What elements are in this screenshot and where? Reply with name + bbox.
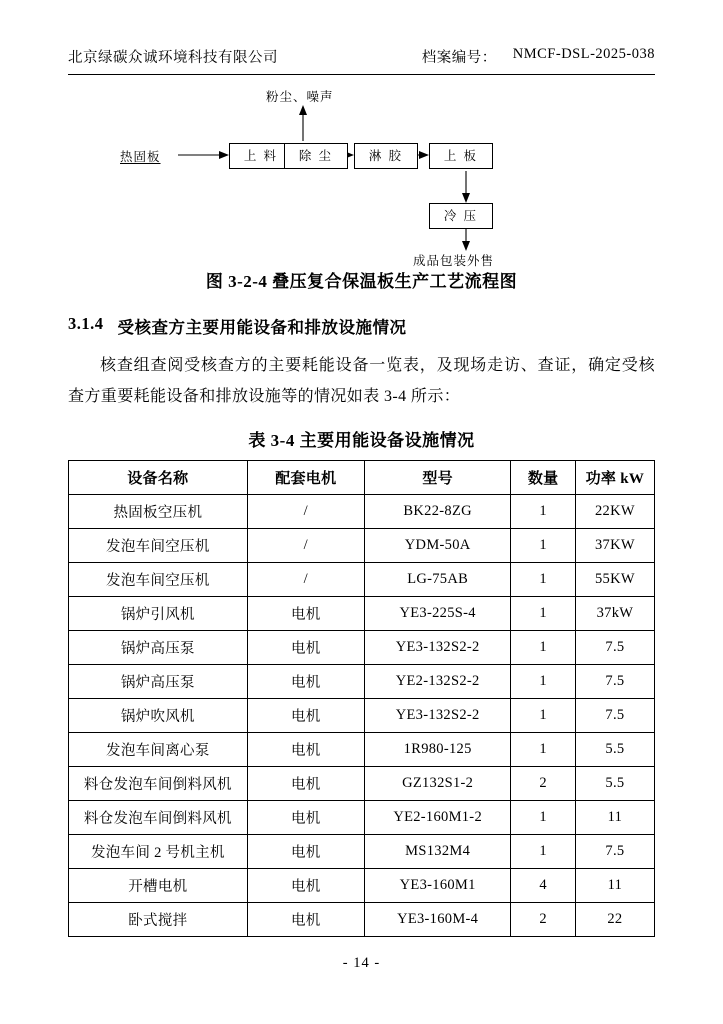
table-row — [69, 733, 655, 767]
company-name: 北京绿碳众诚环境科技有限公司 — [68, 50, 278, 66]
cell-model: 1R980-125 — [364, 733, 511, 767]
cell-model: YE2-132S2-2 — [364, 665, 511, 699]
header-divider — [68, 74, 655, 75]
cell-motor: 电机 — [247, 699, 364, 733]
cell-model: YE3-160M1 — [364, 869, 511, 903]
cell-model: YDM-50A — [364, 529, 511, 563]
cell-motor: 电机 — [247, 903, 364, 937]
cell-power: 11 — [575, 801, 654, 835]
col-header-qty: 数量 — [511, 461, 575, 495]
cell-power: 7.5 — [575, 835, 654, 869]
flow-node-coldpress: 冷 压 — [429, 203, 493, 229]
cell-motor: / — [247, 495, 364, 529]
cell-name: 锅炉高压泵 — [69, 631, 248, 665]
cell-qty: 1 — [511, 665, 575, 699]
table-row — [69, 801, 655, 835]
cell-qty: 2 — [511, 903, 575, 937]
flow-node-gluing: 淋 胶 — [354, 143, 418, 169]
cell-name: 料仓发泡车间倒料风机 — [69, 767, 248, 801]
cell-motor: 电机 — [247, 631, 364, 665]
flow-node-dedust: 除 尘 — [284, 143, 348, 169]
cell-power: 7.5 — [575, 665, 654, 699]
cell-qty: 1 — [511, 495, 575, 529]
cell-name: 发泡车间 2 号机主机 — [69, 835, 248, 869]
cell-power: 55KW — [575, 563, 654, 597]
cell-motor: 电机 — [247, 801, 364, 835]
table-row — [69, 665, 655, 699]
cell-motor: 电机 — [247, 733, 364, 767]
cell-power: 5.5 — [575, 767, 654, 801]
flow-node-loading: 上 料 — [229, 143, 293, 169]
document-header — [68, 0, 655, 67]
process-flow-diagram — [68, 90, 655, 268]
cell-power: 22 — [575, 903, 654, 937]
cell-motor: / — [247, 529, 364, 563]
cell-qty: 1 — [511, 597, 575, 631]
flow-end-node: 成品包装外售 — [413, 254, 495, 268]
cell-qty: 1 — [511, 631, 575, 665]
cell-name: 锅炉引风机 — [69, 597, 248, 631]
cell-power: 7.5 — [575, 631, 654, 665]
table-row — [69, 495, 655, 529]
archive-number: NMCF-DSL-2025-038 — [512, 46, 655, 62]
cell-model: YE3-225S-4 — [364, 597, 511, 631]
cell-model: LG-75AB — [364, 563, 511, 597]
cell-name: 卧式搅拌 — [69, 903, 248, 937]
table-row — [69, 835, 655, 869]
table-row — [69, 631, 655, 665]
cell-motor: 电机 — [247, 835, 364, 869]
cell-qty: 1 — [511, 835, 575, 869]
cell-qty: 2 — [511, 767, 575, 801]
col-header-power: 功率 kW — [575, 461, 654, 495]
cell-power: 37KW — [575, 529, 654, 563]
cell-qty: 1 — [511, 801, 575, 835]
cell-motor: / — [247, 563, 364, 597]
cell-motor: 电机 — [247, 767, 364, 801]
cell-name: 料仓发泡车间倒料风机 — [69, 801, 248, 835]
cell-model: GZ132S1-2 — [364, 767, 511, 801]
table-body — [69, 495, 655, 937]
col-header-name: 设备名称 — [69, 461, 248, 495]
cell-motor: 电机 — [247, 869, 364, 903]
cell-power: 5.5 — [575, 733, 654, 767]
cell-name: 锅炉吹风机 — [69, 699, 248, 733]
cell-model: BK22-8ZG — [364, 495, 511, 529]
table-row — [69, 903, 655, 937]
page-number: - 14 - — [342, 955, 381, 971]
cell-model: YE3-132S2-2 — [364, 699, 511, 733]
flow-emission-label: 粉尘、噪声 — [266, 90, 334, 104]
table-row — [69, 597, 655, 631]
cell-name: 发泡车间空压机 — [69, 529, 248, 563]
flow-connectors — [68, 93, 658, 261]
col-header-model: 型号 — [364, 461, 511, 495]
cell-model: YE3-132S2-2 — [364, 631, 511, 665]
cell-qty: 4 — [511, 869, 575, 903]
section-number: 3.1.4 — [68, 314, 104, 333]
col-header-motor: 配套电机 — [247, 461, 364, 495]
table-row — [69, 699, 655, 733]
cell-qty: 1 — [511, 699, 575, 733]
table-row — [69, 767, 655, 801]
cell-power: 11 — [575, 869, 654, 903]
cell-qty: 1 — [511, 563, 575, 597]
equipment-table — [68, 460, 655, 937]
table-row — [69, 529, 655, 563]
table-row — [69, 869, 655, 903]
section-title: 受核查方主要用能设备和排放设施情况 — [117, 318, 407, 337]
cell-qty: 1 — [511, 733, 575, 767]
cell-model: YE3-160M-4 — [364, 903, 511, 937]
cell-power: 22KW — [575, 495, 654, 529]
cell-motor: 电机 — [247, 665, 364, 699]
cell-name: 开槽电机 — [69, 869, 248, 903]
table-header-row — [69, 461, 655, 495]
cell-name: 发泡车间离心泵 — [69, 733, 248, 767]
cell-name: 锅炉高压泵 — [69, 665, 248, 699]
cell-model: YE2-160M1-2 — [364, 801, 511, 835]
table-row — [69, 563, 655, 597]
body-paragraph: 核查组查阅受核查方的主要耗能设备一览表，及现场走访、查证，确定受核查方重要耗能设备和排放设施等的情况如表 3-4 所示： — [68, 357, 655, 406]
flow-node-boarding: 上 板 — [429, 143, 493, 169]
figure-caption: 图 3-2-4 叠压复合保温板生产工艺流程图 — [205, 272, 518, 291]
table-caption: 表 3-4 主要用能设备设施情况 — [248, 431, 475, 451]
archive-number-group — [422, 46, 655, 67]
cell-qty: 1 — [511, 529, 575, 563]
archive-label: 档案编号： — [421, 50, 497, 66]
page-footer — [0, 955, 723, 972]
cell-name: 热固板空压机 — [69, 495, 248, 529]
cell-model: MS132M4 — [364, 835, 511, 869]
flow-start-node: 热固板 — [120, 150, 161, 164]
cell-motor: 电机 — [247, 597, 364, 631]
cell-power: 37kW — [575, 597, 654, 631]
cell-name: 发泡车间空压机 — [69, 563, 248, 597]
cell-power: 7.5 — [575, 699, 654, 733]
section-heading — [68, 314, 655, 338]
